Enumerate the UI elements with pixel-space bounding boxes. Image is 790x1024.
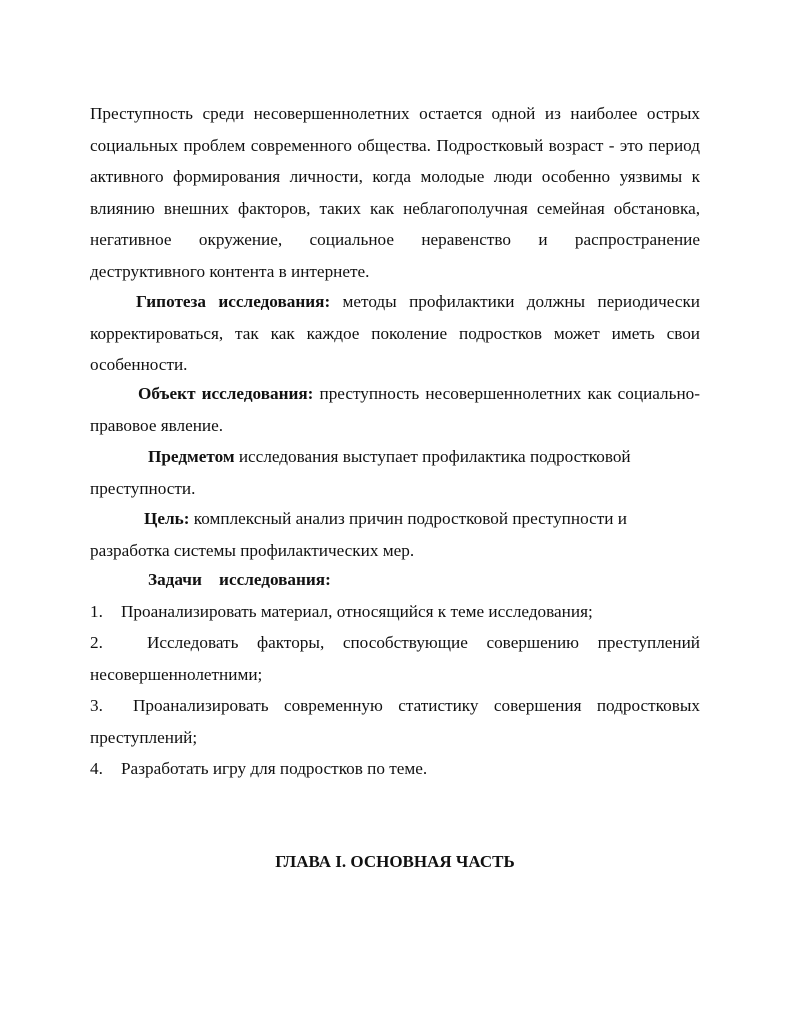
object-label: Объект исследования: [138,384,314,403]
task-item-2 [90,627,700,690]
hypothesis-label: Гипотеза исследования: [136,292,331,311]
task-text: Проанализировать материал, относящийся к теме исследования; [121,602,593,621]
task-item-3 [90,690,700,753]
task-number: 2. [90,633,103,652]
task-item-4 [90,753,700,785]
goal-text: комплексный анализ причин подростковой преступности и разработка системы профилактических мер. [90,509,627,560]
tasks-heading: Задачи исследования: [148,570,331,589]
goal-label: Цель: [144,509,190,528]
task-number: 1. [90,602,103,621]
hypothesis-paragraph [90,286,700,381]
intro-paragraph: Преступность среди несовершеннолетних остается одной из наиболее острых социальных проблем современного общества. Подростковый возраст - это период активного формирования личности, когда молодые люди особенно уязвимы к влиянию внешних факторов, таких как неблагополучная семейная обстановка, негативное окружение, социальное неравенство и распространение деструктивного контента в интернете. [90,104,700,281]
hypothesis-text: методы профилактики должны периодически корректироваться, так как каждое поколение подростков может иметь свои особенности. [90,292,700,375]
object-paragraph [90,378,700,441]
chapter-title: ГЛАВА I. ОСНОВНАЯ ЧАСТЬ [275,852,515,871]
subject-label: Предметом [148,447,235,466]
task-item-1 [90,596,700,628]
subject-text: исследования выступает профилактика подростковой преступности. [90,447,631,498]
subject-paragraph [90,441,680,504]
task-number: 4. [90,759,103,778]
task-text: Проанализировать современную статистику совершения подростковых преступлений; [90,696,700,747]
goal-paragraph [90,503,680,566]
object-text: преступность несовершеннолетних как социально-правовое явление. [90,384,700,435]
task-text: Исследовать факторы, способствующие совершению преступлений несовершеннолетними; [90,633,700,684]
task-text: Разработать игру для подростков по теме. [121,759,428,778]
task-number: 3. [90,696,103,715]
